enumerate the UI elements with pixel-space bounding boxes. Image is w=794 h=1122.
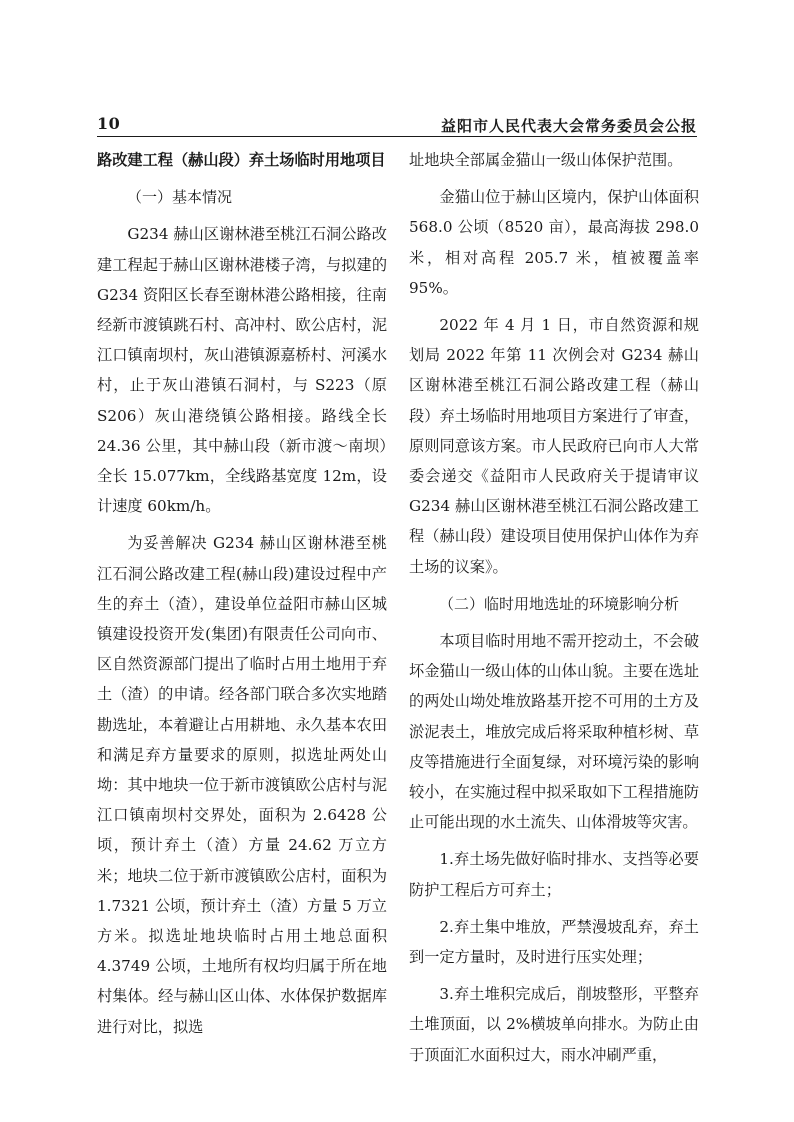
left-column — [97, 145, 387, 1042]
journal-title: 益阳市人民代表大会常务委员会公报 — [440, 117, 697, 135]
body-paragraph: G234 赫山区谢林港至桃江石洞公路改建工程起于赫山区谢林港楼子湾，与拟建的 G234 资阳区长春至谢林港公路相接，往南经新市渡镇跳石村、高冲村、欧公店村，泥江口镇南坝村，灰山港镇源嘉桥村、河溪水村，止于灰山港镇石洞村，与 S223（原 S206）灰山港绕镇公路相接。路线全长 24.36 公里，其中赫山段（新市渡～南坝）全长 15.077km，全线路基宽度 12m，设计速度 60km/h。 — [97, 225, 387, 516]
measure-item: 1.弃土场先做好临时排水、支挡等必要防护工程后方可弃土； — [409, 850, 699, 899]
body-paragraph: 2022 年 4 月 1 日，市自然资源和规划局 2022 年第 11 次例会对 G234 赫山区谢林港至桃江石洞公路改建工程（赫山段）弃土场临时用地项目方案进行了审查，原则同意该方案。市人民政府已向市人大常委会递交《益阳市人民政府关于提请审议 G234 赫山区谢林港至桃江石洞公路改建工程（赫山段）建设项目使用保护山体作为弃土场的议案》。 — [409, 316, 699, 576]
measure-item: 3.弃土堆积完成后，削坡整形，平整弃土堆顶面，以 2%横坡单向排水。为防止由于顶面汇水面积过大，雨水冲刷严重， — [409, 985, 699, 1064]
body-paragraph: 金猫山位于赫山区境内，保护山体面积 568.0 公顷（8520 亩），最高海拔 298.0 米，相对高程 205.7 米，植被覆盖率 95%。 — [409, 188, 699, 297]
right-column — [409, 145, 699, 1070]
title-continuation: 路改建工程（赫山段）弃土场临时用地项目 — [97, 151, 386, 169]
page-number: 10 — [97, 114, 121, 133]
section-heading-basic-info: （一）基本情况 — [127, 188, 233, 207]
measure-item: 2.弃土集中堆放，严禁漫坡乱弃，弃土到一定方量时，及时进行压实处理； — [409, 917, 699, 967]
page-header — [97, 114, 697, 137]
continuation-paragraph: 址地块全部属金猫山一级山体保护范围。 — [409, 151, 683, 169]
body-paragraph: 本项目临时用地不需开挖动土，不会破坏金猫山一级山体的山体山貌。主要在选址的两处山坳处堆放路基开挖不可用的土方及淤泥表土，堆放完成后将采取种植杉树、草皮等措施进行全面复绿，对环境污染的影响较小，在实施过程中拟采取如下工程措施防止可能出现的水土流失、山体滑坡等灾害。 — [409, 632, 699, 832]
section-heading-environment: （二）临时用地选址的环境影响分析 — [439, 594, 680, 613]
body-paragraph: 为妥善解决 G234 赫山区谢林港至桃江石洞公路改建工程(赫山段)建设过程中产生的弃土（渣），建设单位益阳市赫山区城镇建设投资开发(集团)有限责任公司向市、区自然资源部门提出了临时占用土地用于弃土（渣）的申请。经各部门联合多次实地踏勘选址，本着避让占用耕地、永久基本农田和满足弃方量要求的原则，拟选址两处山坳：其中地块一位于新市渡镇欧公店村与泥江口镇南坝村交界处，面积为 2.6428 公顷，预计弃土（渣）方量 24.62 万立方米；地块二位于新市渡镇欧公店村，面积为 1.7321 公顷，预计弃土（渣）方量 5 万立方米。拟选址地块临时占用土地总面积 4.3749 公顷，土地所有权均归属于所在地村集体。经与赫山区山体、水体保护数据库进行对比，拟选 — [97, 534, 387, 1036]
